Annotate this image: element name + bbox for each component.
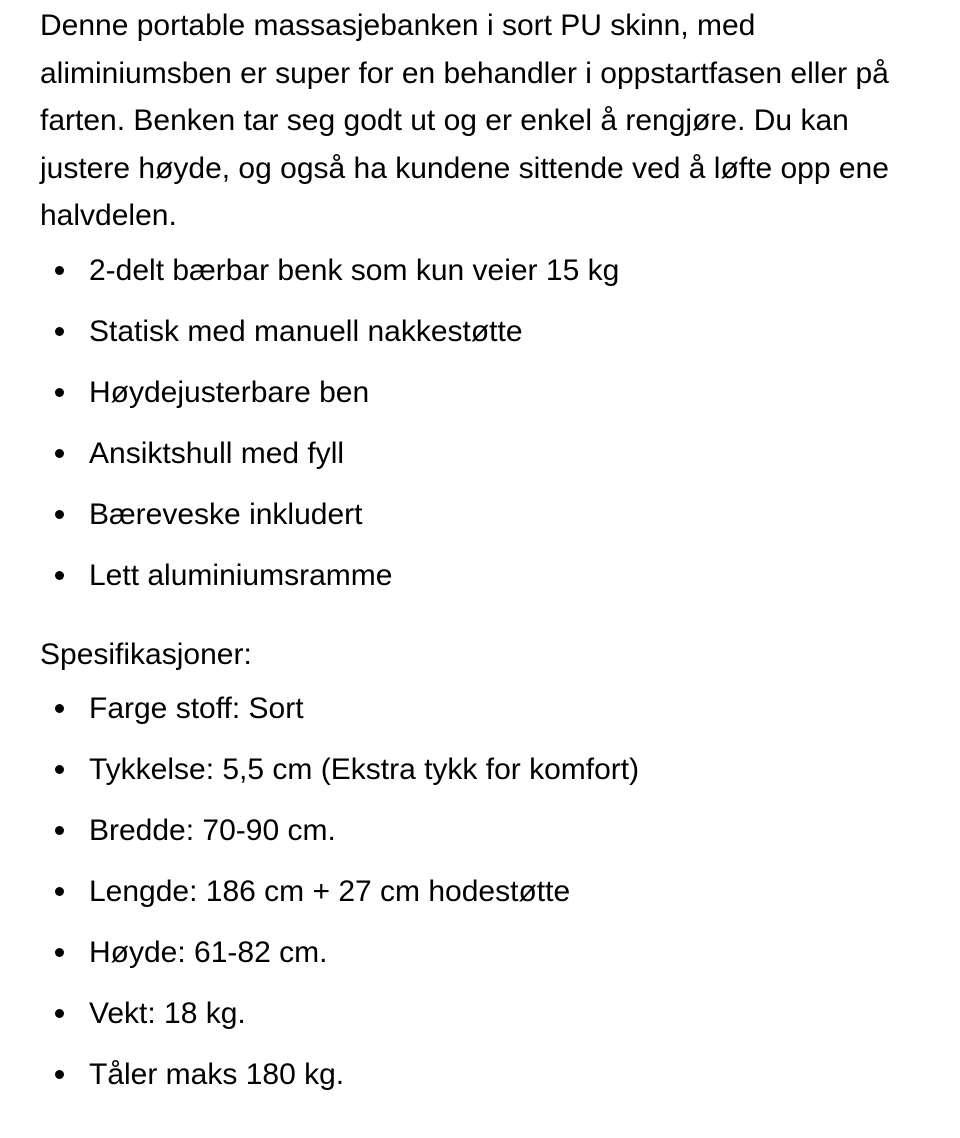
bullet-icon xyxy=(55,1009,64,1018)
list-item xyxy=(40,240,920,301)
bullet-icon xyxy=(55,510,64,519)
specs-heading: Spesifikasjoner: xyxy=(40,637,252,671)
spec-list xyxy=(40,678,920,1105)
list-item-text: Bæreveske inkludert xyxy=(89,497,363,531)
list-item-text: 2-delt bærbar benk som kun veier 15 kg xyxy=(89,253,620,287)
bullet-icon xyxy=(55,266,64,275)
list-item xyxy=(40,484,920,545)
list-item-text: Lengde: 186 cm + 27 cm hodestøtte xyxy=(89,874,571,908)
list-item-text: Tåler maks 180 kg. xyxy=(89,1057,345,1091)
bullet-icon xyxy=(55,571,64,580)
list-item xyxy=(40,739,920,800)
feature-list xyxy=(40,240,920,606)
list-item-text: Farge stoff: Sort xyxy=(89,691,304,725)
list-item xyxy=(40,301,920,362)
list-item xyxy=(40,545,920,606)
bullet-icon xyxy=(55,327,64,336)
list-item-text: Lett aluminiumsramme xyxy=(89,558,393,592)
bullet-icon xyxy=(55,826,64,835)
list-item-text: Høydejusterbare ben xyxy=(89,375,370,409)
bullet-icon xyxy=(55,704,64,713)
list-item xyxy=(40,423,920,484)
bullet-icon xyxy=(55,388,64,397)
list-item-text: Bredde: 70-90 cm. xyxy=(89,813,336,847)
bullet-icon xyxy=(55,449,64,458)
list-item xyxy=(40,362,920,423)
bullet-icon xyxy=(55,887,64,896)
list-item xyxy=(40,861,920,922)
list-item xyxy=(40,983,920,1044)
list-item-text: Høyde: 61-82 cm. xyxy=(89,935,328,969)
list-item-text: Tykkelse: 5,5 cm (Ekstra tykk for komfort) xyxy=(89,752,640,786)
list-item-text: Ansiktshull med fyll xyxy=(89,436,345,470)
bullet-icon xyxy=(55,948,64,957)
list-item xyxy=(40,800,920,861)
list-item xyxy=(40,922,920,983)
bullet-icon xyxy=(55,765,64,774)
list-item-text: Statisk med manuell nakkestøtte xyxy=(89,314,523,348)
list-item xyxy=(40,678,920,739)
intro-paragraph: Denne portable massasjebanken i sort PU skinn, med aliminiumsben er super for en behandler i oppstartfasen eller på farten. Benken tar seg godt ut og er enkel å rengjøre. Du kan justere høyde, og også ha kundene sittende ved å løfte opp ene halvdelen. xyxy=(40,9,889,232)
list-item-text: Vekt: 18 kg. xyxy=(89,996,246,1030)
list-item xyxy=(40,1044,920,1105)
bullet-icon xyxy=(55,1070,64,1079)
